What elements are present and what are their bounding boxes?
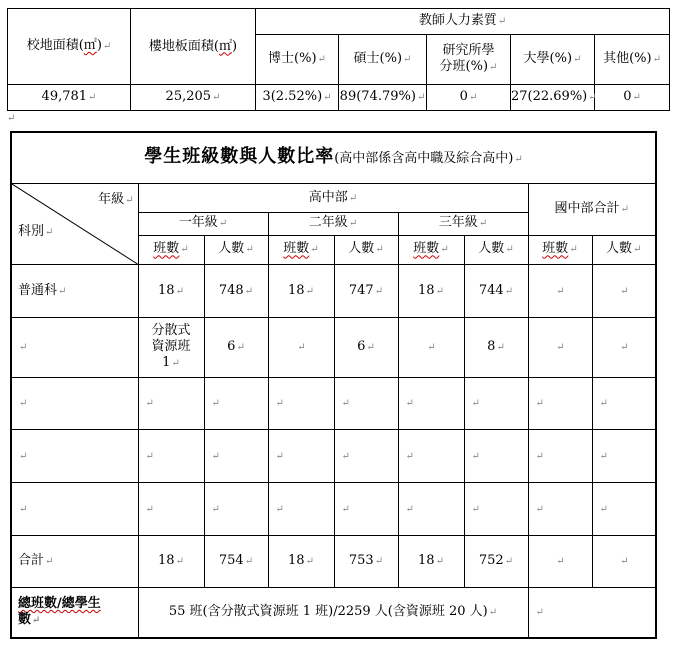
data-cell: 18↵ — [398, 536, 464, 588]
data-cell: 8↵ — [464, 318, 528, 378]
data-cell: ↵ — [398, 430, 464, 483]
table-row — [11, 430, 656, 483]
data-cell: ↵ — [334, 483, 398, 536]
floor-area-value: 25,205↵ — [131, 85, 256, 111]
corner-header — [11, 184, 138, 265]
summary-value: 55 班(含分散式資源班 1 班)/2259 人(含資源班 20 人)↵ — [138, 588, 528, 638]
data-cell: 753↵ — [334, 536, 398, 588]
data-cell: 748↵ — [204, 265, 268, 318]
data-cell: ↵ — [204, 430, 268, 483]
data-cell: ↵ — [592, 483, 656, 536]
data-cell: ↵ — [268, 378, 334, 430]
data-cell: ↵ — [464, 483, 528, 536]
data-cell: ↵ — [592, 265, 656, 318]
dept-cell: ↵ — [11, 483, 138, 536]
table-row — [11, 378, 656, 430]
dept-cell: 普通科↵ — [11, 265, 138, 318]
summary-label: 總班數/總學生 數↵ — [11, 588, 138, 638]
data-cell: 18↵ — [268, 265, 334, 318]
campus-area-value: 49,781↵ — [8, 85, 131, 111]
data-cell: 747↵ — [334, 265, 398, 318]
data-cell: ↵ — [204, 483, 268, 536]
class-student-table — [10, 131, 657, 639]
data-cell: 18↵ — [138, 536, 204, 588]
data-cell: ↵ — [528, 265, 592, 318]
other-header: 其他(%)↵ — [595, 35, 670, 85]
data-cell: 6↵ — [334, 318, 398, 378]
corner-dept-label: 科別↵ — [18, 224, 54, 239]
col-classes-header: 班數↵ — [268, 235, 334, 264]
col-students-header: 人數↵ — [204, 235, 268, 264]
data-cell: 752↵ — [464, 536, 528, 588]
data-cell: ↵ — [592, 318, 656, 378]
table-row — [11, 265, 656, 318]
data-cell: ↵ — [592, 430, 656, 483]
grad-credit-header: 研究所學 分班(%)↵ — [427, 35, 511, 85]
high-school-header: 高中部↵ — [138, 184, 528, 213]
grade-1-header: 一年級↵ — [138, 213, 268, 236]
school-stats-table — [7, 8, 670, 111]
data-cell: ↵ — [592, 378, 656, 430]
data-cell: 18↵ — [398, 265, 464, 318]
paragraph-mark: ↵ — [7, 113, 16, 124]
data-cell: ↵ — [464, 430, 528, 483]
resource-class-cell: 分散式 資源班 1↵ — [138, 318, 204, 378]
summary-row — [11, 588, 656, 638]
data-cell: ↵ — [268, 318, 334, 378]
summary-empty: ↵ — [528, 588, 656, 638]
data-cell: 18↵ — [138, 265, 204, 318]
data-cell: 6↵ — [204, 318, 268, 378]
col-classes-header: 班數↵ — [138, 235, 204, 264]
total-row — [11, 536, 656, 588]
col-students-header: 人數↵ — [592, 235, 656, 264]
corner-grade-label: 年級↵ — [98, 192, 134, 207]
dept-cell: ↵ — [11, 318, 138, 378]
data-cell: ↵ — [398, 318, 464, 378]
dept-cell: ↵ — [11, 378, 138, 430]
phd-header: 博士(%)↵ — [256, 35, 339, 85]
masters-value: 89(74.79%)↵ — [339, 85, 427, 111]
data-cell: ↵ — [268, 483, 334, 536]
data-cell: ↵ — [138, 483, 204, 536]
data-cell: ↵ — [528, 430, 592, 483]
data-cell: ↵ — [528, 378, 592, 430]
data-cell: ↵ — [592, 536, 656, 588]
data-cell: ↵ — [204, 378, 268, 430]
bachelor-value: 27(22.69%)↵ — [511, 85, 595, 111]
other-value: 0↵ — [595, 85, 670, 111]
campus-area-header: 校地面積(㎡)↵ — [8, 9, 131, 85]
col-classes-header: 班數↵ — [528, 235, 592, 264]
grade-2-header: 二年級↵ — [268, 213, 398, 236]
grad-credit-value: 0↵ — [427, 85, 511, 111]
data-cell: ↵ — [138, 430, 204, 483]
dept-cell: ↵ — [11, 430, 138, 483]
total-label: 合計↵ — [11, 536, 138, 588]
data-cell: ↵ — [268, 430, 334, 483]
data-cell: ↵ — [528, 318, 592, 378]
bachelor-header: 大學(%)↵ — [511, 35, 595, 85]
data-cell: ↵ — [398, 378, 464, 430]
data-cell: ↵ — [464, 378, 528, 430]
data-cell: 744↵ — [464, 265, 528, 318]
data-cell: ↵ — [334, 378, 398, 430]
table-row — [11, 318, 656, 378]
table-title: 學生班級數與人數比率(高中部係含高中職及綜合高中)↵ — [11, 132, 656, 184]
data-cell: 754↵ — [204, 536, 268, 588]
masters-header: 碩士(%)↵ — [339, 35, 427, 85]
col-classes-header: 班數↵ — [398, 235, 464, 264]
phd-value: 3(2.52%)↵ — [256, 85, 339, 111]
junior-total-header: 國中部合計↵ — [528, 184, 656, 236]
data-cell: ↵ — [398, 483, 464, 536]
data-cell: 18↵ — [268, 536, 334, 588]
floor-area-header: 樓地板面積(㎡) — [131, 9, 256, 85]
col-students-header: 人數↵ — [334, 235, 398, 264]
data-cell: ↵ — [138, 378, 204, 430]
data-cell: ↵ — [334, 430, 398, 483]
grade-3-header: 三年級↵ — [398, 213, 528, 236]
data-cell: ↵ — [528, 536, 592, 588]
teacher-quality-header: 教師人力素質↵ — [256, 9, 670, 35]
table-row — [11, 483, 656, 536]
col-students-header: 人數↵ — [464, 235, 528, 264]
data-cell: ↵ — [528, 483, 592, 536]
